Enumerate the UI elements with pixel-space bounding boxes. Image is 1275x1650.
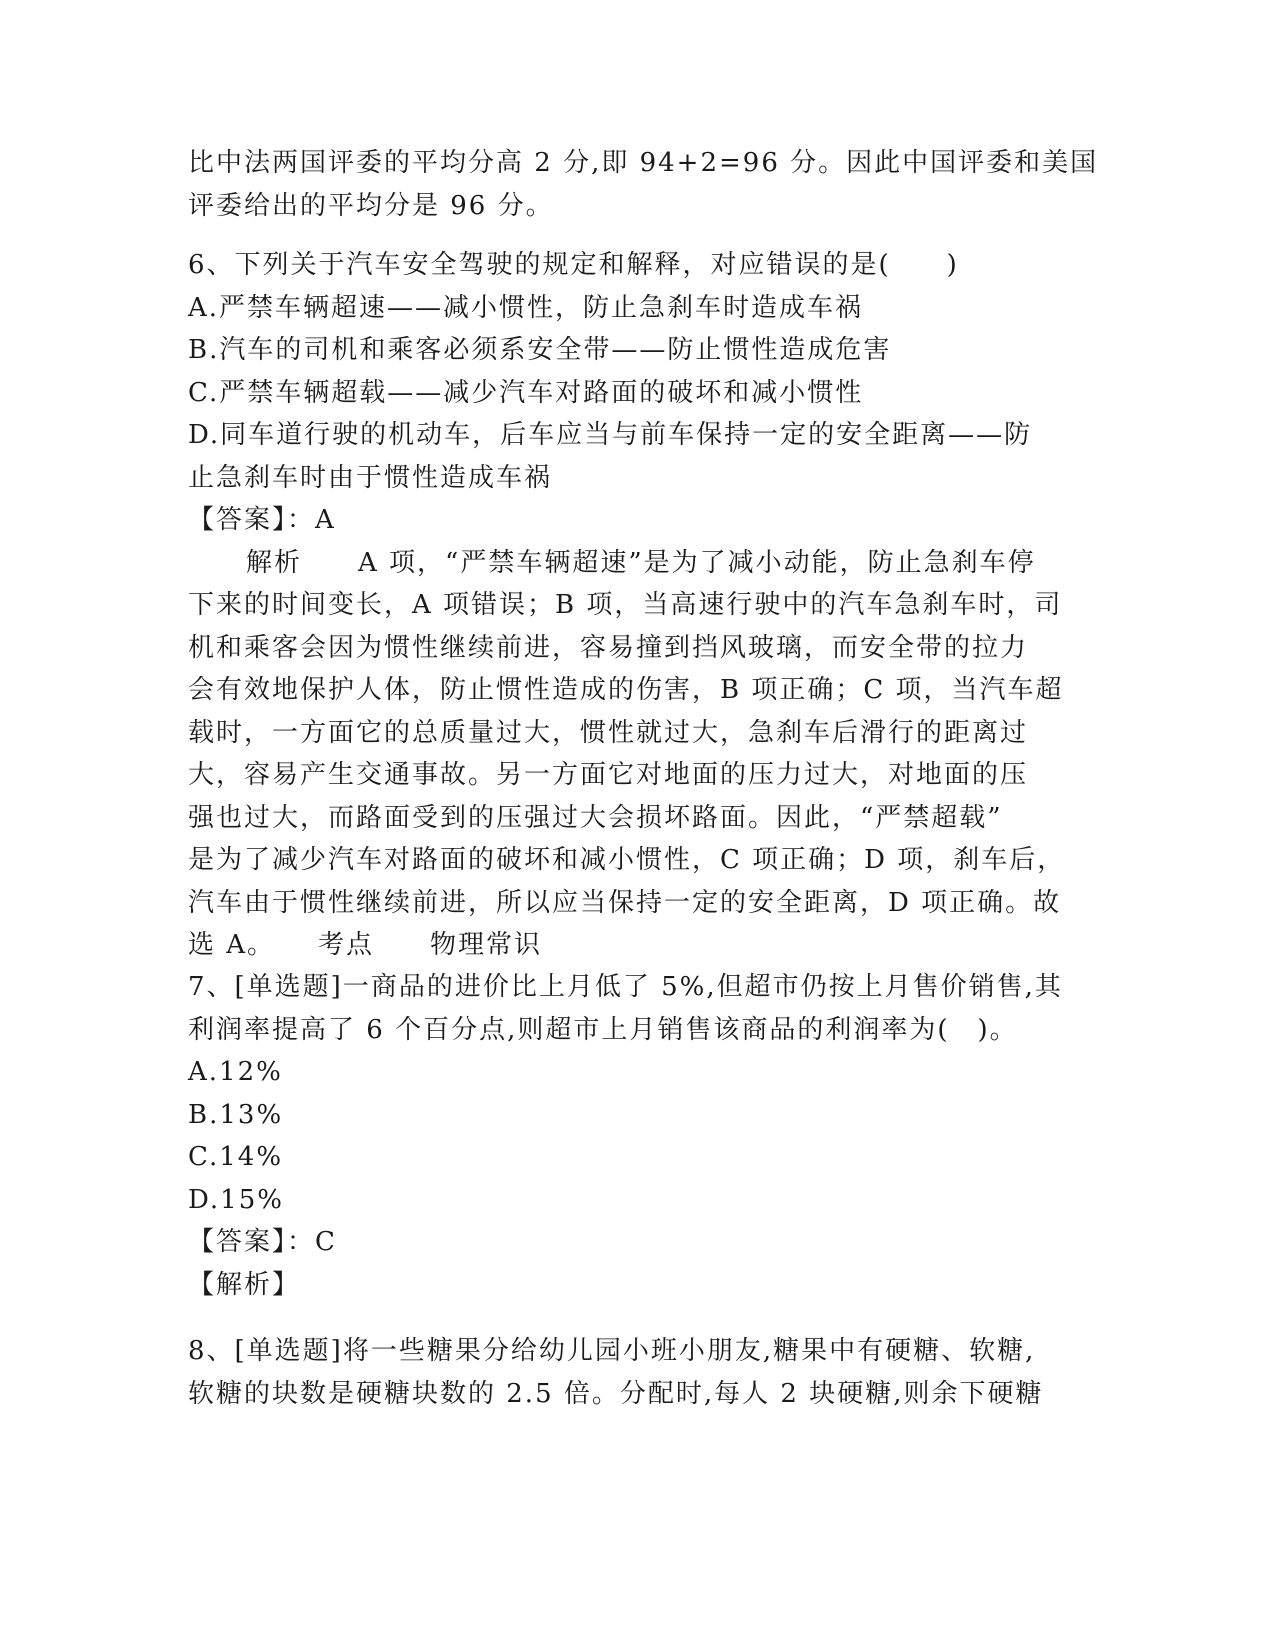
option-d: D.15% [188,1184,284,1215]
text-line: 评委给出的平均分是 96 分。 [188,190,554,221]
analysis-line: 强也过大，而路面受到的压强过大会损坏路面。因此，“严禁超载” [188,802,1003,833]
answer-label: 【答案】：A [188,505,336,535]
analysis-line: 是为了减少汽车对路面的破坏和减小惯性，C 项正确；D 项，刹车后， [188,845,1066,875]
question-stem: 8、[单选题]将一些糖果分给幼儿园小班小朋友,糖果中有硬糖、软糖, [188,1336,1036,1366]
question-6 [188,244,1088,967]
answer-label: 【答案】：C [188,1227,337,1257]
option-b: B.汽车的司机和乘客必须系安全带——防止惯性造成危害 [188,335,892,365]
option-a: A.12% [188,1057,283,1087]
analysis-line: 下来的时间变长，A 项错误；B 项，当高速行驶中的汽车急刹车时，司 [188,590,1063,620]
analysis-line: 会有效地保护人体，防止惯性造成的伤害，B 项正确；C 项，当汽车超 [188,675,1064,705]
question-7 [188,966,1088,1306]
question-8 [188,1330,1088,1415]
analysis-line: 载时，一方面它的总质量过大，惯性就过大，急刹车后滑行的距离过 [188,717,1029,748]
question-stem: 利润率提高了 6 个百分点,则超市上月销售该商品的利润率为( )。 [188,1014,1018,1045]
question-stem: 软糖的块数是硬糖块数的 2.5 倍。分配时,每人 2 块硬糖,则余下硬糖 [188,1378,1044,1409]
question-stem: 6、下列关于汽车安全驾驶的规定和解释，对应错误的是( ) [188,250,959,280]
option-b: B.13% [188,1099,284,1130]
text-line: 比中法两国评委的平均分高 2 分,即 94+2=96 分。因此中国评委和美国 [188,148,1099,178]
option-c: C.14% [188,1142,284,1172]
option-c: C.严禁车辆超载——减少汽车对路面的破坏和减小惯性 [188,377,864,408]
option-d: D.同车道行驶的机动车，后车应当与前车保持一定的安全距离——防 [188,420,1033,450]
analysis-line: 大，容易产生交通事故。另一方面它对地面的压力过大，对地面的压 [188,760,1029,790]
q5-explanation-tail [188,142,1099,227]
question-stem: 7、[单选题]一商品的进价比上月低了 5%,但超市仍按上月售价销售,其 [188,972,1063,1002]
analysis-line: 汽车由于惯性继续前进，所以应当保持一定的安全距离，D 项正确。故 [188,887,1062,918]
option-d-continued: 止急刹车时由于惯性造成车祸 [188,462,553,493]
analysis-line: 解析 A 项，“严禁车辆超速”是为了减小动能，防止急刹车停 [246,547,1036,578]
analysis-line: 机和乘客会因为惯性继续前进，容易撞到挡风玻璃，而安全带的拉力 [188,632,1029,663]
analysis-label: 【解析】 [188,1269,301,1300]
analysis-line: 选 A。 考点 物理常识 [188,930,543,960]
option-a: A.严禁车辆超速——减小惯性，防止急刹车时造成车祸 [188,292,864,323]
